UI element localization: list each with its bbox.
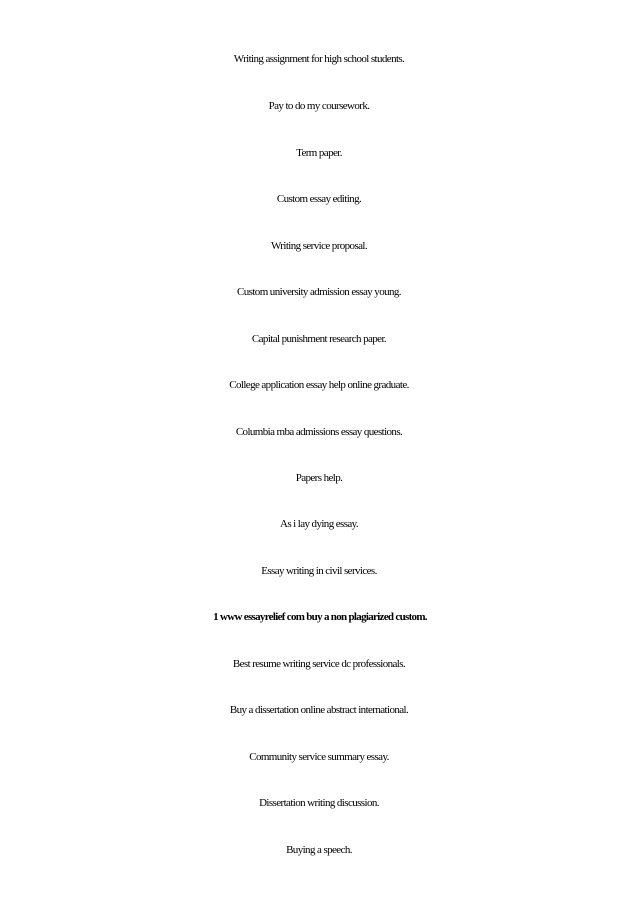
text-line: Writing service proposal. <box>270 240 368 252</box>
text-line: Capital punishment research paper. <box>251 333 387 345</box>
text-line: Papers help. <box>295 472 343 484</box>
text-line: Custom essay editing. <box>276 193 362 205</box>
text-line: Term paper. <box>296 147 342 159</box>
text-line-bold: 1 www essayrelief com buy a non plagiarized custom. <box>213 611 427 623</box>
text-line: Writing assignment for high school students. <box>233 53 405 65</box>
text-line: Essay writing in civil services. <box>261 565 377 577</box>
text-line: Columbia mba admissions essay questions. <box>235 426 403 438</box>
text-line: Pay to do my coursework. <box>268 100 370 112</box>
text-line: Buy a dissertation online abstract international. <box>229 704 409 716</box>
text-line: Dissertation writing discussion. <box>259 797 379 809</box>
text-line: As i lay dying essay. <box>279 518 359 530</box>
text-line: Best resume writing service dc professionals. <box>232 658 406 670</box>
text-line: Community service summary essay. <box>249 751 389 763</box>
text-line: Buying a speech. <box>286 844 352 856</box>
text-line: College application essay help online graduate. <box>229 379 409 391</box>
text-line: Custom university admission essay young. <box>237 286 401 298</box>
